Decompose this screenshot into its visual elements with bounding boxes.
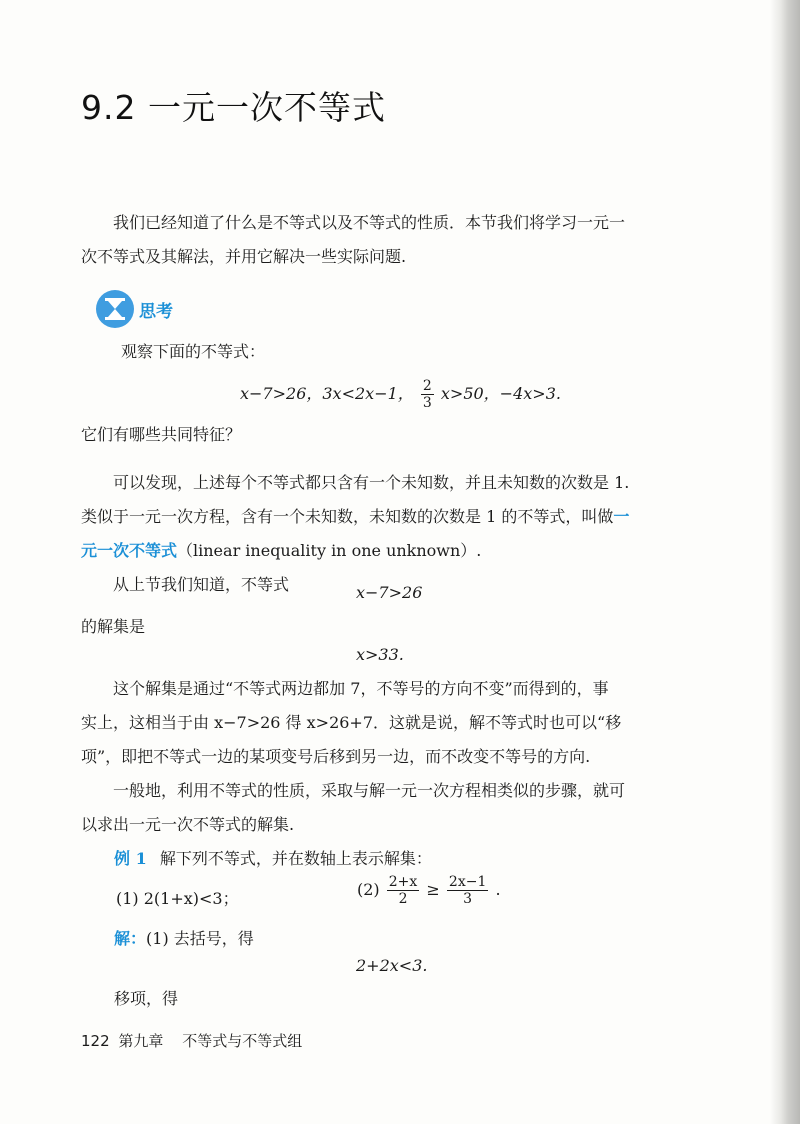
chapter-title: 不等式与不等式组 — [182, 1032, 303, 1050]
fraction-denominator: 3 — [422, 395, 432, 411]
solution-step-2: 移项，得 — [114, 989, 179, 1008]
discussion-line-3 — [81, 534, 701, 568]
solution-set-label: 的解集是 — [81, 617, 146, 636]
example-item-2 — [357, 874, 501, 907]
fraction-right — [447, 874, 488, 907]
equation-1: x−7>26 — [356, 583, 423, 602]
discussion-line-1: 可以发现，上述每个不等式都只含有一个未知数，并且未知数的次数是 1. — [113, 473, 630, 492]
intro-paragraph — [81, 206, 701, 274]
solution-step-1: (1) 去括号，得 — [146, 929, 254, 948]
intro-line-2: 次不等式及其解法，并用它解决一些实际问题. — [81, 247, 407, 266]
example-heading — [114, 842, 734, 876]
inequality-group-b: x>50，−4x>3. — [440, 384, 561, 403]
fraction-numerator: 2 — [422, 378, 432, 394]
discussion-paragraph — [81, 466, 701, 602]
fraction-left-numerator: 2+x — [388, 874, 418, 890]
section-title: 9.2 一元一次不等式 — [81, 88, 386, 127]
inequality-group-a: x−7>26，3x<2x−1， — [240, 384, 414, 403]
example-item-2-suffix: . — [495, 880, 501, 899]
term-highlight-start: 一 — [613, 507, 630, 526]
think-label: 思考 — [139, 302, 173, 322]
think-prompt: 观察下面的不等式： — [121, 342, 266, 361]
fraction-left — [387, 874, 420, 907]
explanation-line-1: 这个解集是通过“不等式两边都加 7，不等号的方向不变”而得到的，事 — [113, 679, 609, 698]
page-edge-shadow — [770, 0, 800, 1124]
term-english: （linear inequality in one unknown）. — [177, 541, 482, 560]
explanation-line-2: 实上，这相当于由 x−7>26 得 x>26+7．这就是说，解不等式时也可以“移 — [81, 713, 622, 732]
solution-start — [114, 922, 734, 956]
relation-symbol: ≥ — [426, 880, 440, 899]
fraction-right-denominator: 3 — [463, 891, 473, 907]
example-item-1: (1) 2(1+x)<3； — [116, 889, 239, 908]
explanation-paragraph — [81, 672, 701, 842]
page-number: 122 — [81, 1032, 110, 1050]
explanation-line-5: 以求出一元一次不等式的解集. — [81, 815, 295, 834]
chapter-number: 第九章 — [118, 1032, 164, 1050]
intro-line-1: 我们已经知道了什么是不等式以及不等式的性质．本节我们将学习一元一 — [113, 213, 626, 232]
equation-3: 2+2x<3. — [356, 956, 428, 975]
example-instruction: 解下列不等式，并在数轴上表示解集： — [159, 849, 432, 868]
discussion-line-2 — [81, 500, 701, 534]
fraction-right-numerator: 2x−1 — [448, 874, 487, 890]
explanation-line-4: 一般地，利用不等式的性质，采取与解一元一次方程相类似的步骤，就可 — [113, 781, 626, 800]
example-label: 例 1 — [114, 849, 147, 868]
hourglass-icon — [96, 290, 134, 328]
think-question: 它们有哪些共同特征？ — [81, 425, 242, 444]
explanation-line-3: 项”，即把不等式一边的某项变号后移到另一边，而不改变不等号的方向. — [81, 747, 591, 766]
discussion-line-4: 从上节我们知道，不等式 — [113, 575, 290, 594]
think-inequalities — [240, 378, 561, 411]
discussion-line-2-text: 类似于一元一次方程，含有一个未知数，未知数的次数是 1 的不等式，叫做 — [81, 507, 614, 526]
fraction-left-denominator: 2 — [398, 891, 408, 907]
term-highlight: 元一次不等式 — [81, 541, 178, 560]
example-item-2-prefix: (2) — [357, 880, 380, 899]
equation-2: x>33. — [356, 645, 404, 664]
page-footer — [81, 1030, 302, 1051]
solution-label: 解： — [114, 929, 147, 948]
fraction-two-thirds — [421, 378, 434, 411]
